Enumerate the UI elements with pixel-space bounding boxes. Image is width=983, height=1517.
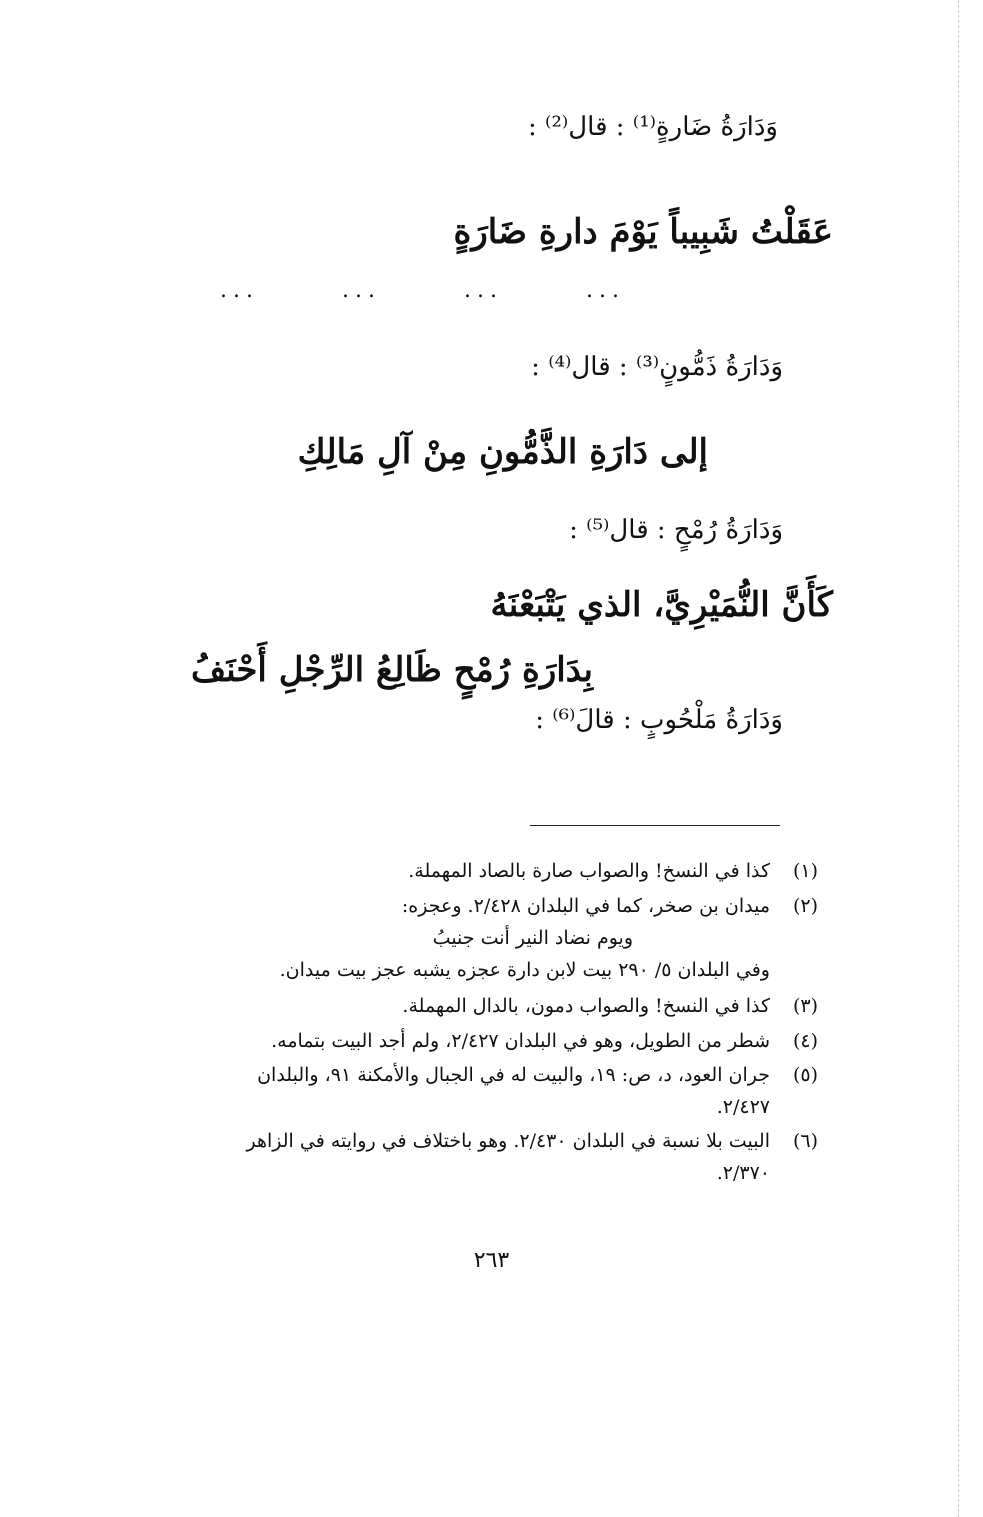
verse-line: إلى دَارَةِ الذَّمُّونِ مِنْ آلِ مَالِكِ (297, 432, 708, 472)
footnote-1 (118, 858, 818, 888)
footnote-5 (118, 1062, 818, 1128)
ellipsis: ... (341, 278, 381, 303)
ellipsis: ... (463, 278, 503, 303)
footnote-text: كذا في النسخ! والصواب دمون، بالدال المهملة. (402, 995, 770, 1017)
footnote-text: وفي البلدان ٥/ ٢٩٠ بيت لابن دارة عجزه يشبه عجز بيت ميدان. (279, 959, 770, 981)
footnote-text: جران العود، د، ص: ١٩، والبيت له في الجبال والأمكنة ٩١، والبلدان (257, 1064, 770, 1086)
verse-line: عَقَلْتُ شَبِيباً يَوْمَ دارةِ ضَارَةٍ (453, 212, 833, 252)
footnote-4 (118, 1028, 818, 1058)
footnote-6 (118, 1128, 818, 1194)
footnote-number: (١) (792, 860, 818, 882)
footnote-divider (530, 825, 780, 826)
footnote-number: (٣) (792, 995, 818, 1017)
entry-heading-darat-rumh: وَدَارَةُ رُمْحٍ : قال⁽⁵⁾ : (569, 515, 783, 545)
footnote-text: ٢/٤٢٧. (716, 1096, 770, 1118)
footnote-number: (٤) (792, 1030, 818, 1052)
entry-heading-darat-dara: وَدَارَةُ ضَارةٍ⁽¹⁾ : قال⁽²⁾ : (528, 112, 778, 142)
footnote-number: (٦) (792, 1130, 818, 1152)
footnote-text: البيت بلا نسبة في البلدان ٢/٤٣٠. وهو باختلاف في روايته في الزاهر (246, 1130, 770, 1152)
ellipsis-row (150, 278, 625, 303)
page-number: ٢٦٣ (473, 1248, 510, 1273)
verse-line: كَأَنَّ النُّمَيْرِيَّ، الذي يَتْبَعْنَهُ (490, 585, 833, 625)
entry-heading-darat-malhub: وَدَارَةُ مَلْحُوبٍ : قالَ⁽⁶⁾ : (535, 705, 783, 735)
footnote-number: (٥) (792, 1064, 818, 1086)
verse-line: بِدَارَةِ رُمْحٍ ظَالِعُ الرِّجْلِ أَحْنَفُ (190, 650, 593, 690)
footnote-verse: ويوم نضاد النير أنت جنيبُ (432, 927, 633, 949)
scan-edge-line (958, 0, 959, 1517)
footnote-text: شطر من الطويل، وهو في البلدان ٢/٤٢٧، ولم أجد البيت بتمامه. (271, 1030, 770, 1052)
footnote-text: ٢/٣٧٠. (716, 1162, 770, 1184)
ellipsis: ... (220, 278, 259, 303)
ellipsis: ... (585, 278, 625, 303)
footnote-number: (٢) (792, 895, 818, 917)
footnote-text: ميدان بن صخر، كما في البلدان ٢/٤٢٨. وعجزه: (401, 895, 770, 917)
footnote-3 (118, 993, 818, 1023)
entry-heading-darat-dhammun: وَدَارَةُ ذَمُّونٍ⁽³⁾ : قال⁽⁴⁾ : (531, 352, 783, 382)
footnote-text: كذا في النسخ! والصواب صارة بالصاد المهملة. (408, 860, 770, 882)
footnote-2 (118, 893, 818, 993)
